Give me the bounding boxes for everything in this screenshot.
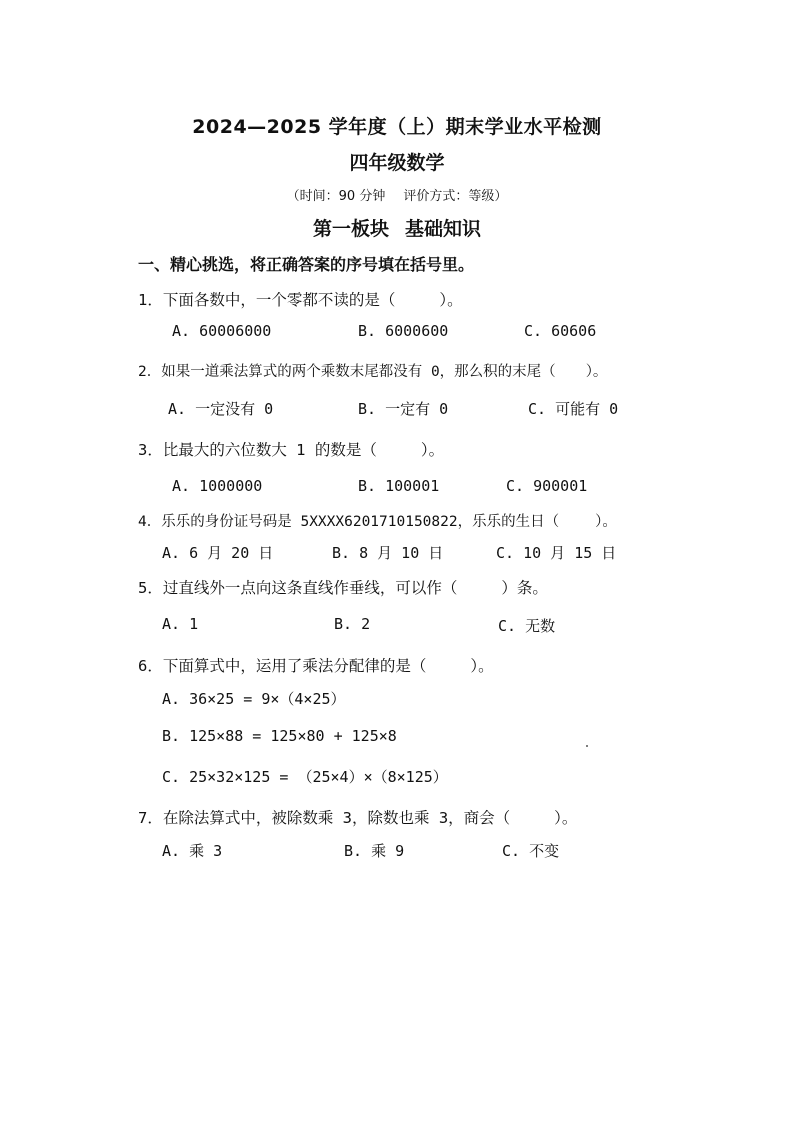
- question-text-end: ）。: [585, 364, 608, 380]
- option-a: A. 一定没有 0: [168, 400, 274, 418]
- question-text-end: ）。: [420, 441, 445, 459]
- option-a: A. 1000000: [172, 477, 263, 495]
- exam-meta: [0, 185, 794, 204]
- option-a: A. 36×25 = 9×（4×25）: [162, 690, 346, 708]
- option-c: C. 900001: [506, 477, 588, 495]
- scan-speck: [586, 745, 588, 747]
- part-heading: 一、精心挑选，将正确答案的序号填在括号里。: [138, 255, 475, 274]
- question-text: 4．乐乐的身份证号码是 5XXXX6201710150822，乐乐的生日（: [138, 514, 560, 530]
- question-4: [138, 510, 617, 531]
- option-c: C. 60606: [524, 322, 597, 340]
- option-a: A. 乘 3: [162, 842, 223, 860]
- question-text: 2．如果一道乘法算式的两个乘数末尾都没有 0，那么积的末尾（: [138, 364, 556, 380]
- question-text: 6．下面算式中，运用了乘法分配律的是（: [138, 657, 427, 675]
- question-text: 3．比最大的六位数大 1 的数是（: [138, 441, 377, 459]
- option-a: A. 60006000: [172, 322, 272, 340]
- section-heading: [0, 214, 794, 241]
- question-text-end: ）。: [554, 809, 578, 827]
- option-a: A. 1: [162, 615, 199, 633]
- question-2: [138, 360, 607, 381]
- question-text: 1．下面各数中，一个零都不读的是（: [138, 291, 396, 309]
- section-label: 第一板块: [312, 218, 389, 240]
- option-a: A. 6 月 20 日: [162, 544, 274, 562]
- option-b: B. 2: [334, 615, 371, 633]
- question-3: [138, 438, 444, 460]
- question-text: 5．过直线外一点向这条直线作垂线，可以作（: [138, 579, 458, 597]
- question-text-end: ）条。: [501, 579, 548, 597]
- exam-title: 2024—2025 学年度（上）期末学业水平检测: [192, 116, 602, 138]
- option-b: B. 6000600: [358, 322, 449, 340]
- section-name: 基础知识: [405, 218, 482, 240]
- question-text-end: ）。: [470, 657, 494, 675]
- option-c: C. 25×32×125 = （25×4）×（8×125）: [162, 768, 448, 786]
- option-b: B. 一定有 0: [358, 400, 449, 418]
- option-b: B. 乘 9: [344, 842, 405, 860]
- option-b: B. 125×88 = 125×80 + 125×8: [162, 727, 397, 745]
- question-7: [138, 806, 577, 828]
- option-c: C. 无数: [498, 617, 556, 635]
- option-b: B. 8 月 10 日: [332, 544, 444, 562]
- question-text-end: ）。: [595, 514, 617, 530]
- exam-time: （时间：90 分钟: [286, 189, 386, 204]
- option-b: B. 100001: [358, 477, 440, 495]
- exam-grading: 评价方式：等级）: [403, 189, 508, 204]
- question-text: 7．在除法算式中，被除数乘 3，除数也乘 3，商会（: [138, 809, 511, 827]
- exam-subtitle: 四年级数学: [349, 152, 445, 174]
- option-c: C. 可能有 0: [528, 400, 619, 418]
- question-1: [138, 288, 463, 310]
- question-5: [138, 576, 548, 598]
- question-6: [138, 654, 494, 676]
- question-text-end: ）。: [439, 291, 463, 309]
- option-c: C. 10 月 15 日: [496, 544, 617, 562]
- option-c: C. 不变: [502, 842, 560, 860]
